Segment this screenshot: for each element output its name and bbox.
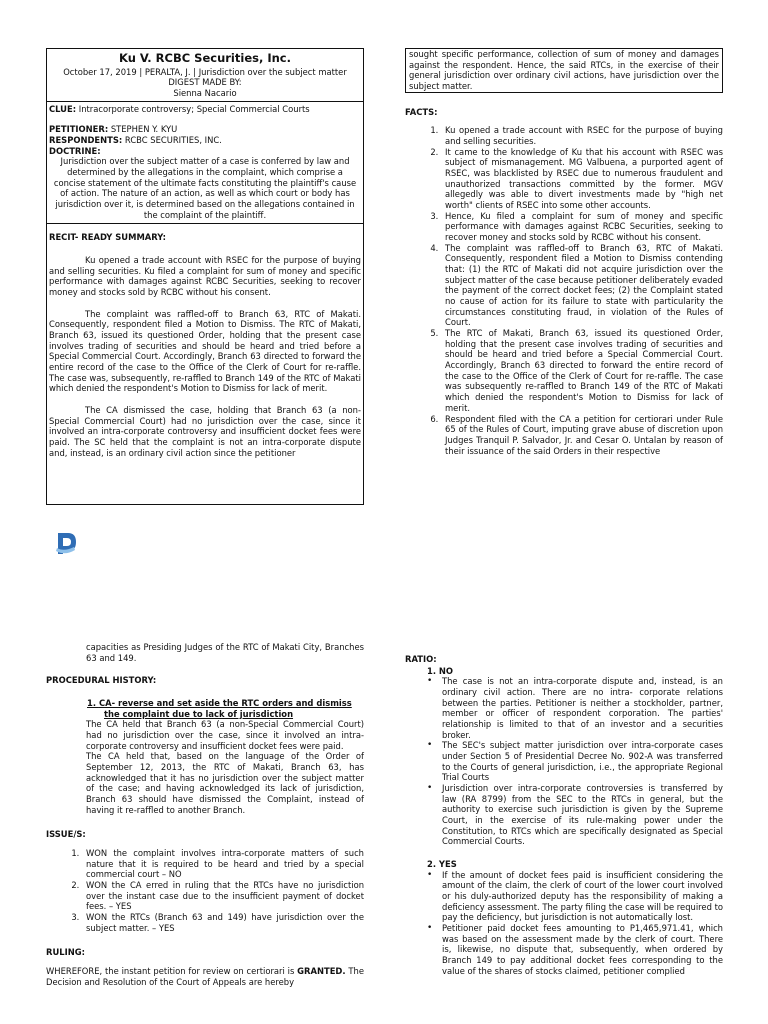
case-meta-line: October 17, 2019 | PERALTA, J. | Jurisdiction over the subject matter [63,66,347,77]
issues-label: ISSUE/S: [46,829,86,840]
ruling-text-end: The Decision and Resolution of the Court of Appeals are hereby [46,966,364,987]
issue-item: 2. WON the CA erred in ruling that the RTCs have no jurisdiction over the instant case due to the insufficient payment of docket fees. – YES [82,880,364,912]
case-title: Ku V. RCBC Securities, Inc. [118,51,291,65]
clue-line [49,104,361,115]
procedural-history-label: PROCEDURAL HISTORY: [46,675,157,686]
ruling-text [46,966,364,988]
procedural-item-heading-text: CA- reverse and set aside the RTC orders and dismiss the complaint due to lack of jurisdiction [98,698,352,719]
ratio-heading: 1. NO [427,665,454,676]
respondents-label: RESPONDENTS: [49,134,123,145]
ratio-bullet-list [405,870,723,977]
respondents-text: RCBC SECURITIES, INC. [122,134,222,145]
recit-label: RECIT- READY SUMMARY: [49,232,166,243]
ruling-granted: GRANTED. [297,966,346,977]
facts-list [405,125,723,456]
ratio-label: RATIO: [405,654,437,664]
fact-item: 3. Hence, Ku filed a complaint for sum of money and specific performance with damages against RCBC Securities, seeking to recover money and stocks sold by RCBC without his consent. [441,211,723,243]
recit-paragraph: The complaint was raffled-off to Branch 63, RTC of Makati. Consequently, respondent filed a Motion to Dismiss. The RTC of Makati, Branch 63, issued its questioned Order, holding that the present case involves trading of securities and should be heard and tried before a Special Commercial Court. Accordingly, Branch 63 directed to forward the entire record of the case to the Office of the Clerk of Court for re-raffle. The case was, subsequently, re-raffled to Branch 149 of the RTC of Makati which denied the respondent's Motion to Dismiss for lack of merit. [49,308,361,394]
petitioner-line [49,124,361,135]
digest-label: DIGEST MADE BY: [168,77,242,88]
ratio-bullet: • If the amount of docket fees paid is insufficient considering the amount of the claim, the clerk of court of the lower court involved or his duly-authorized deputy has the responsibility of making a deficiency assessment. The party filing the case will be required to pay the deficiency, but jurisdiction is not automatically lost. [441,870,723,923]
facts-label: FACTS: [405,106,438,117]
procedural-item-heading [46,698,364,719]
continued-box: sought specific performance, collection of sum of money and damages against the respondent. Hence, the said RTCs, in the exercise of their general jurisdiction over ordinary civil actions, have jurisdiction over the subject matter. [405,48,723,93]
issue-item: 1. WON the complaint involves intra-corporate matters of such nature that it is required to be heard and tried by a special commercial court – NO [82,848,364,880]
continued-text: capacities as Presiding Judges of the RTC of Makati City, Branches 63 and 149. [86,642,364,663]
procedural-item-body: The CA held that, based on the language of the Order of September 12, 2013, the RTC of Makati, Branch 63, has acknowledged that it has no jurisdiction over the subject matter of the case; and having acknowledged its lack of jurisdiction, Branch 63 should have dismissed the Complaint, instead of having it re-raffled to another Branch. [86,751,364,815]
ratio-group-2 [405,870,723,1015]
petitioner-text: STEPHEN Y. KYU [108,124,178,135]
ratio-bullet: • Petitioner paid docket fees amounting to P1,465,971.41, which was based on the assessment made by the clerk of court. There is, likewise, no dispute that, subsequently, when ordered by Branch 149 to pay additional docket fees corresponding to the value of the shares of stocks claimed, petitioner complied [441,923,723,976]
recit-paragraph: The CA dismissed the case, holding that Branch 63 (a non-Special Commercial Court) had no jurisdiction over the case, since it involved an intra-corporate controversy and insufficient docket fees were paid. The SC held that the complaint is not an intra-corporate dispute and, instead, is an ordinary civil action since the petitioner [49,405,361,458]
fact-item: 1. Ku opened a trade account with RSEC for the purpose of buying and selling securities. [441,125,723,146]
page1-left-column [46,48,364,505]
recit-paragraph: Ku opened a trade account with RSEC for the purpose of buying and selling securities. Ku filed a complaint for sum of money and specific performance with damages against RCBC Securities, seeking to recover money and stocks sold by RCBC without his consent. [49,255,361,298]
procedural-item-number: 1. [87,698,97,709]
ruling-text-start: WHEREFORE, the instant petition for review on certiorari is [46,966,298,977]
procedural-item-body: The CA held that Branch 63 (a non-Special Commercial Court) had no jurisdiction over the case, since it involved an intra-corporate controversy and insufficient docket fees were paid. [86,719,364,751]
issues-list [46,848,364,933]
ratio-heading: 2. YES [427,859,457,870]
page2-left-column [46,642,364,988]
doctrine-text: Jurisdiction over the subject matter of a case is conferred by law and determined by the allegations in the complaint, which comprise a concise statement of the ultimate facts constituting the plaintiff's cause of action. The nature of an action, as well as which court or body has jurisdiction over it, is determined based on the allegations contained in the complaint of the plaintiff. [53,156,357,220]
fact-item: 2. It came to the knowledge of Ku that his account with RSEC was subject of mismanagement. MG Valbuena, a purported agent of RSEC, was blacklisted by RSEC due to numerous fraudulent and unauthorized transactions committed by the former. MGV allegedly was able to divert investments made by "high net worth" clients of RSEC into some other accounts. [441,147,723,211]
document-logo-icon [54,530,80,556]
ruling-label: RULING: [46,947,85,958]
issue-item: 3. WON the RTCs (Branch 63 and 149) have jurisdiction over the subject matter. – YES [82,912,364,933]
ratio-bullet: • The SEC's subject matter jurisdiction over intra-corporate cases under Section 5 of Presidential Decree No. 902-A was transferred to the Courts of general jurisdiction, i.e., the appropriate Regional Trial Courts [441,740,723,783]
clue-text: Intracorporate controversy; Special Commercial Courts [76,103,310,114]
doctrine-label: DOCTRINE: [49,145,101,156]
page1-right-column [405,48,723,456]
fact-item: 6. Respondent filed with the CA a petition for certiorari under Rule 65 of the Rules of Court, imputing grave abuse of discretion upon Judges Tranquil P. Salvador, Jr. and Cesar O. Untalan by reason of their issuance of the said Orders in their respective [441,414,723,457]
fact-item: 5. The RTC of Makati, Branch 63, issued its questioned Order, holding that the present case involves trading of securities and should be heard and tried before a Special Commercial Court. Accordingly, Branch 63 directed to forward the entire record of the case to the Office of the Clerk of Court for re-raffle. The case was subsequently re-raffled to Branch 149 of the RTC of Makati which denied the respondent's Motion to Dismiss for lack of merit. [441,328,723,413]
clue-label: CLUE: [49,103,77,114]
recit-box [46,224,364,505]
case-header-box [46,48,364,102]
ratio-bullet-list [405,676,723,847]
fact-item: 4. The complaint was raffled-off to Branch 63, RTC of Makati. Consequently, respondent filed a Motion to Dismiss contending that: (1) the RTC of Makati did not acquire jurisdiction over the subject matter of the case because petitioner deliberately evaded the payment of the correct docket fees; (2) the Complaint stated no cause of action for its failure to state with particularity the circumstances constituting fraud, in violation of the Rules of Court. [441,243,723,328]
petitioner-label: PETITIONER: [49,124,109,135]
ratio-bullet: • Jurisdiction over intra-corporate controversies is transferred by law (RA 8799) from the SEC to the RTCs in general, but the authority to exercise such jurisdiction is given by the Supreme Court, in the exercise of its rule-making power under the Constitution, to RTCs which are specifically designated as Special Commercial Courts. [441,783,723,847]
ratio-bullet: • The case is not an intra-corporate dispute and, instead, is an ordinary civil action. There are no intra- corporate relations between the parties. Petitioner is neither a stockholder, partner, member or officer of respondent corporation. The parties' relationship is limited to that of an investor and a securities broker. [441,676,723,740]
digest-author: Sienna Nacario [173,87,237,98]
case-info-box [46,102,364,225]
page2-right-column [405,654,723,1015]
respondents-line [49,135,361,146]
